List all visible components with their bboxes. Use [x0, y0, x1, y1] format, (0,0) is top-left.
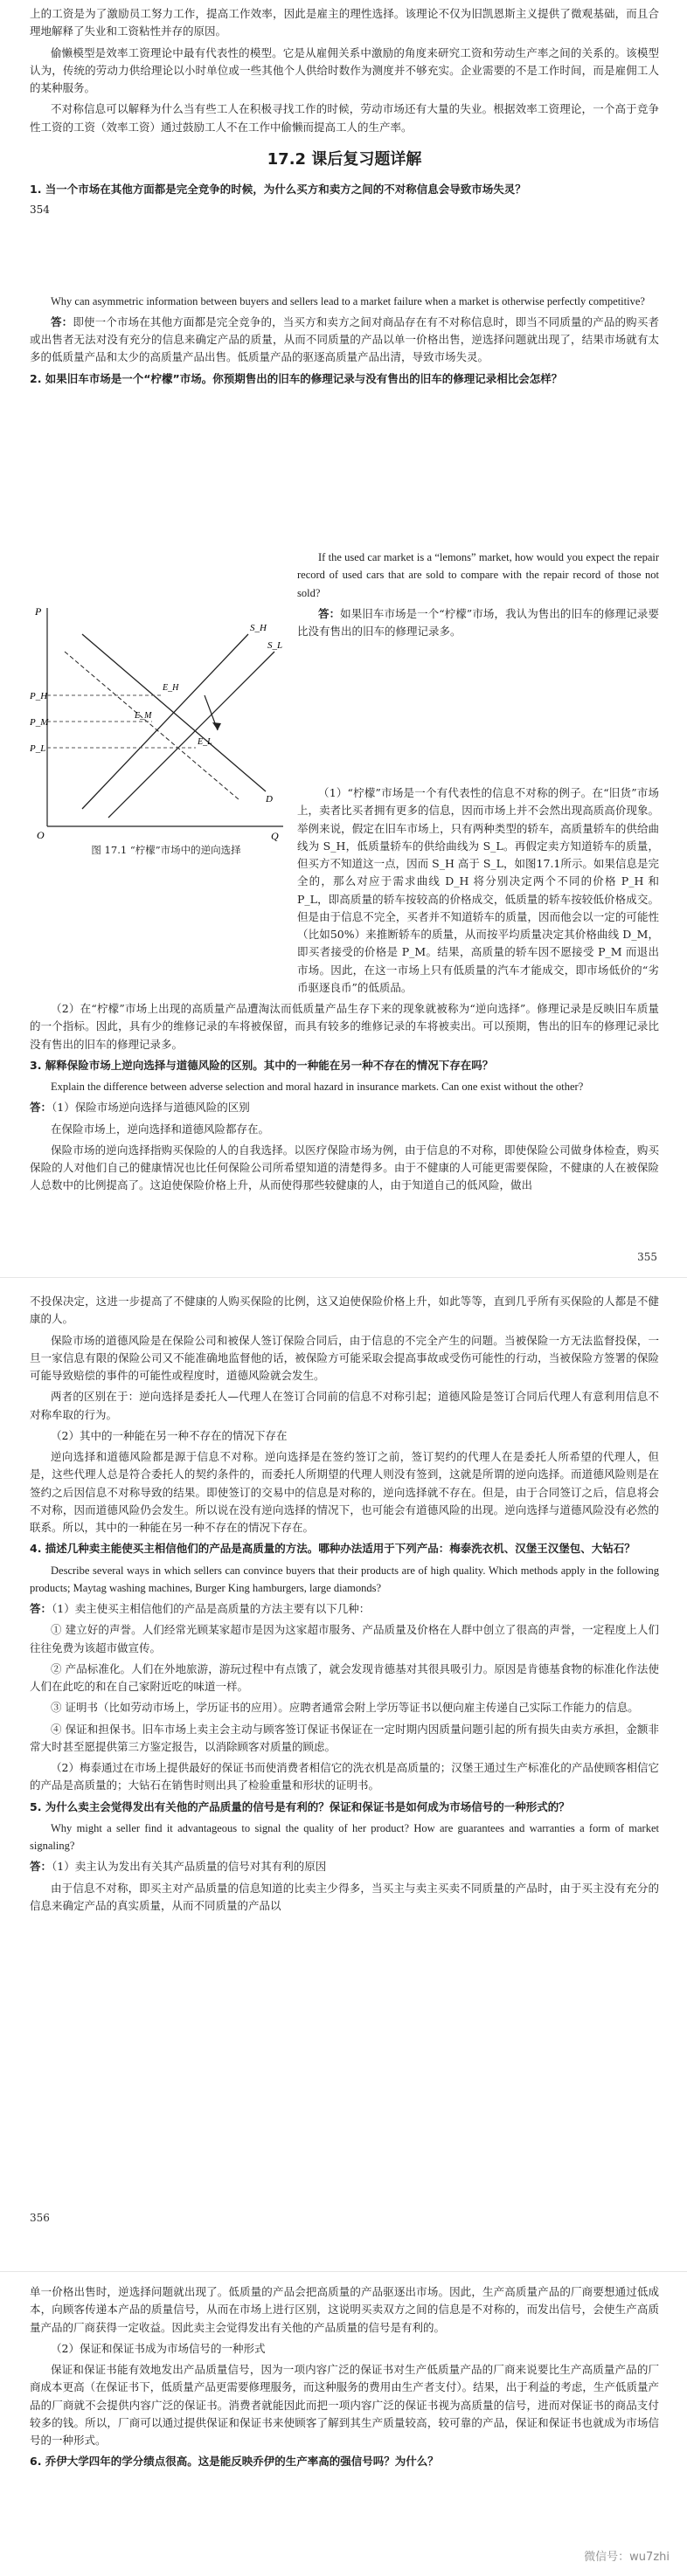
- answer-paragraph: 保险市场的逆向选择指购买保险的人的自我选择。以医疗保险市场为例，由于信息的不对称，即使保险公司做身体检查，购买保险的人对他们自己的健康情况也比任何保险公司所希望知道的清楚得多。由于不健康的人可能更需要保险，不健康的人在被保险人总数中的比例提高了。这迫使保险价格上升，从而使得那些较健康的人，由于知道自己的低风险，做出: [30, 1143, 659, 1192]
- answer-paragraph: 由于信息不对称，即买主对产品质量的信息知道的比卖主少得多，当买主与卖主买卖不同质量的产品时，由于买主没有充分的信息来确定产品的真实质量，从而不同质量的产品以: [30, 1881, 659, 1912]
- page-divider: [0, 1277, 687, 1278]
- answer-text: 如果旧车市场是一个“柠檬”市场，我认为售出的旧车的修理记录要比没有售出的旧车的修理记录多。: [297, 606, 659, 638]
- label-ph: P_H: [30, 691, 48, 701]
- q2-answer-block: [30, 784, 659, 1198]
- label-d: D: [266, 794, 273, 805]
- paragraph: 不对称信息可以解释为什么当有些工人在积极寻找工作的时候，劳动市场还有大量的失业。根据效率工资理论，一个高于竞争性工资的工资（效率工资）通过鼓励工人不在工作中偷懒而提高工人的生产率。: [30, 102, 659, 134]
- label-sh: S_H: [250, 623, 267, 633]
- answer-paragraph: [30, 1099, 659, 1116]
- intro-block: [30, 5, 659, 391]
- question-title: 4. 描述几种卖主能使买主相信他们的产品是高质量的方法。哪种办法适用于下列产品：梅泰洗衣机、汉堡王汉堡包、大钻石？: [30, 1542, 635, 1556]
- page-divider: [0, 2271, 687, 2272]
- page-number: 356: [30, 2212, 50, 2224]
- answer-text: （1）保险市场逆向选择与道德风险的区别: [52, 1101, 250, 1115]
- paragraph: 单一价格出售时，逆选择问题就出现了。低质量的产品会把高质量的产品驱逐出市场。因此，生产高质量产品的厂商要想通过低成本，向顾客传递本产品的质量信号，从而在市场上进行区别，这说明买卖双方之间的信息是不对称的，而发出信号，会使生产高质量产品的厂商获得一定收益。因此卖主会觉得发出有关他的产品质量的信号是有利的。: [30, 2285, 659, 2334]
- answer-paragraph: [30, 1600, 659, 1618]
- english-question: Why can asymmetric information between buyers and sellers lead to a market failure when a market is otherwise perfectly competitive?: [51, 294, 645, 307]
- question-title: 3. 解释保险市场上逆向选择与道德风险的区别。其中的一种能在另一种不存在的情况下存在吗？: [30, 1058, 494, 1072]
- english-question: If the used car market is a “lemons” market, how would you expect the repair record of used cars that are sold to compare with the repair record of those not sold?: [297, 551, 659, 599]
- paragraph: 保险市场的道德风险是在保险公司和被保人签订保险合同后，由于信息的不完全产生的问题。当被保险一方无法监督投保，一旦一家信息有限的保险公司又不能准确地监督他的话，被保险方可能采取会提高事故或受伤可能性的行动，当被保险方签署的保险可能导致赔偿的事件的可能性或程度时，道德风险就会发生。: [30, 1333, 659, 1382]
- question-title: 2. 如果旧车市场是一个“柠檬”市场。你预期售出的旧车的修理记录与没有售出的旧车的修理记录相比会怎样？: [30, 371, 563, 385]
- answer-text: 即使一个市场在其他方面都是完全竞争的，当买方和卖方之间对商品存在有不对称信息时，即当不同质量的产品的购买者或出售者无法对没有充分的信息来确定产品的质量，从而不同质量的产品以单一价格出售，逆选择问题就出现了，结果市场就有太多的低质量产品和太少的高质量产品出售。低质量产品的驱逐高质量产品出清，导致市场失灵。: [30, 314, 659, 364]
- paragraph: 上的工资是为了激励员工努力工作，提高工作效率，因此是雇主的理性选择。该理论不仅为旧凯恩斯主义提供了微观基础，而且合理地解释了失业和工资粘性并存的原因。: [30, 7, 659, 38]
- answer-paragraph: 在保险市场上，逆向选择和道德风险都存在。: [51, 1122, 270, 1136]
- paragraph: 逆向选择和道德风险都是源于信息不对称。逆向选择是在签约签订之前，签订契约的代理人在是委托人所希望的代理人，但是，这些代理人总是符合委托人的契约条件的，而委托人所期望的代理人则没有签到，这就是所谓的逆向选择。而道德风险则是在签约之后因信息不对称导致的结果。即使签订的交易中的信息是对称的，逆向选择就不存在。但是，由于合同签订之后，信息将会不对称，因而道德风险仍会发生。所以说在没有逆向选择的情况下，也可能会有道德风险的出现。逆向选择与道德风险没有必然的联系。所以，其中的一种能在另一种不存在的情况下存在。: [30, 1450, 659, 1534]
- question-title: 5. 为什么卖主会觉得发出有关他的产品质量的信号是有利的？保证和保证书是如何成为市场信号的一种形式的？: [30, 1799, 570, 1813]
- answer-paragraph: ④ 保证和担保书。旧车市场上卖主会主动与顾客签订保证书保证在一定时期内因质量问题引起的所有损失由卖方承担，金额非常大时甚至愿提供第三方鉴定报告，以消除顾客对质量的顾虑。: [30, 1722, 659, 1753]
- english-question: Explain the difference between adverse selection and moral hazard in insurance markets. Can one exist without the other?: [51, 1081, 584, 1093]
- answer-paragraph: [30, 314, 659, 367]
- page-number: 354: [30, 204, 50, 217]
- answer-label: 答：: [30, 1101, 52, 1115]
- supply-sh: [82, 634, 248, 809]
- paragraph: （2）保证和保证书成为市场信号的一种形式: [51, 2341, 266, 2355]
- answer-text: （1）卖主使买主相信他们的产品是高质量的方法主要有以下几种：: [52, 1602, 371, 1615]
- paragraph: 偷懒模型是效率工资理论中最有代表性的模型。它是从雇佣关系中激励的角度来研究工资和劳动生产率之间的关系的。该模型认为，传统的劳动力供给理论以小时单位或一些其他个人供给时数作为测度并不够充实。企业需要的不是工作时间，而是雇佣工人的某种服务。: [30, 45, 659, 94]
- axis-label-p: P: [35, 605, 42, 618]
- demand-d: [82, 634, 266, 791]
- answer-label: 答：: [30, 1860, 52, 1874]
- page-number: 355: [637, 1251, 657, 1263]
- answer-paragraph: [30, 1858, 659, 1875]
- answer-paragraph: ② 产品标准化。人们在外地旅游，游玩过程中有点饿了，就会发现肯德基对其很具吸引力。原因是肯德基食物的标准化作法使人们在此吃的和在自己家附近吃的味道一样。: [30, 1661, 659, 1693]
- label-pm: P_M: [30, 717, 49, 728]
- answer-label: 答：: [51, 314, 73, 328]
- demand-dm: [65, 652, 239, 800]
- english-question: Why might a seller find it advantageous to signal the quality of her product? How are guarantees and warranties a form of market signaling?: [30, 1821, 659, 1852]
- origin-label: O: [37, 829, 45, 841]
- answer-paragraph: ① 建立好的声誉。人们经常光顾某家超市是因为这家超市服务、产品质量及价格在人群中创立了很高的声誉，一定程度上人们往往免费为该超市做宣传。: [30, 1623, 659, 1654]
- answer-label: 答：: [30, 1602, 52, 1615]
- answer-paragraph: （2）在“柠檬”市场上出现的高质量产品遭淘汰而低质量产品生存下来的现象就被称为“逆向选择”。修理记录是反映旧车质量的一个指标。因此，具有少的维修记录的车将被保留，而具有较多的维修记录的车将被卖出。可以预期，售出的旧车的修理记录比没有售出的旧车的修理记录多。: [30, 1002, 659, 1051]
- question-title: 1. 当一个市场在其他方面都是完全竞争的时候，为什么买方和卖方之间的不对称信息会导致市场失灵？: [30, 182, 526, 196]
- section-heading: 17.2 课后复习题详解: [267, 149, 422, 169]
- label-em: E_M: [135, 711, 152, 721]
- label-sl: S_L: [267, 640, 283, 651]
- paragraph: 不投保决定，这进一步提高了不健康的人购买保险的比例，这又迫使保险价格上升，如此等等，直到几乎所有买保险的人都是不健康的人。: [30, 1295, 659, 1326]
- question-title: 6. 乔伊大学四年的学分绩点很高。这是能反映乔伊的生产率高的强信号吗？为什么？: [30, 2455, 439, 2469]
- figure-caption: 图 17.1 “柠檬”市场中的逆向选择: [91, 844, 241, 856]
- label-pl: P_L: [30, 743, 46, 754]
- paragraph: 保证和保证书能有效地发出产品质量信号，因为一项内容广泛的保证书对生产低质量产品的厂商来说要比生产高质量产品的厂商成本更高（在保证书下，低质量产品更需要修理服务，而这种服务的费用由生产者支付）。结果，出于利益的考虑，生产低质量产品的厂商就不会提供内容广泛的保证书。消费者就能因此而把一项内容广泛的保证书视为高质量的信号，进而对保证书的商品支付较多的钱。所以，厂商可以通过提供保证和保证书来使顾客了解到其生产质量较高，较可靠的产品，保证和保证书也就成为市场信号的一种形式。: [30, 2363, 659, 2447]
- english-question: Describe several ways in which sellers can convince buyers that their products are of high quality. Which methods apply in the following products; Maytag washing machines, Burger King hamburgers, large diamonds?: [30, 1564, 659, 1594]
- page-356-block: [30, 2283, 659, 2475]
- watermark: 微信号：wu7zhi: [584, 2551, 670, 2564]
- axis-label-q: Q: [271, 830, 279, 842]
- label-eh: E_H: [163, 683, 179, 693]
- page-355-block: [30, 1293, 659, 1918]
- answer-paragraph: ③ 证明书（比如劳动市场上，学历证书的应用）。应聘者通常会附上学历等证书以便向雇主传递自己实际工作能力的信息。: [51, 1701, 639, 1715]
- paragraph: （2）其中的一种能在另一种不存在的情况下存在: [51, 1428, 288, 1442]
- answer-paragraph: （1）“柠檬”市场是一个有代表性的信息不对称的例子。在“旧货”市场上，卖者比买者拥有更多的信息，因而市场上并不会然出现高质高价现象。举例来说，假定在旧车市场上，只有两种类型的轿车，高质量轿车的供给曲线为 S_H，低质量轿车的供给曲线为 S_L。再假定卖方知道轿车的质量，但买方不知道这一点，因而 S_H 高于 S_L，如图17.1所示。如果信息是完全的，那么对应于需求曲线 D_H 将分别决定两个不同的价格 P_H 和 P_L，即高质量的轿车按较高的价格成交，低质量的轿车按较低价格成交。但是由于信息不完全，买者并不知道轿车的质量，因而他会以一定的可能性（比如50%）来推断轿车的质量，从而按平均质量决定其价格曲线 D_M，即买者接受的价格是 P_M。结果，高质量的轿车因不愿接受 P_M 而退出市场。因此，在这一市场上只有低质量的汽车才能成交，即市场低价的“劣币驱逐良币”的低质品。: [297, 786, 659, 994]
- paragraph: 两者的区别在于：逆向选择是委托人—代理人在签订合同前的信息不对称引起；道德风险是签订合同后代理人有意利用信息不对称牟取的行为。: [30, 1390, 659, 1421]
- q2-right-column: [297, 549, 659, 644]
- label-el: E_L: [198, 737, 212, 747]
- answer-paragraph: （2）梅泰通过在市场上提供最好的保证书而使消费者相信它的洗衣机是高质量的；汉堡王通过生产标准化的产品使顾客相信它的产品是高质量的；大钻石在销售时则出具了检验重量和形状的证明书。: [30, 1761, 659, 1792]
- answer-paragraph: [297, 605, 659, 641]
- answer-text: （1）卖主认为发出有关其产品质量的信号对其有利的原因: [52, 1860, 327, 1874]
- answer-label: 答：: [318, 606, 341, 620]
